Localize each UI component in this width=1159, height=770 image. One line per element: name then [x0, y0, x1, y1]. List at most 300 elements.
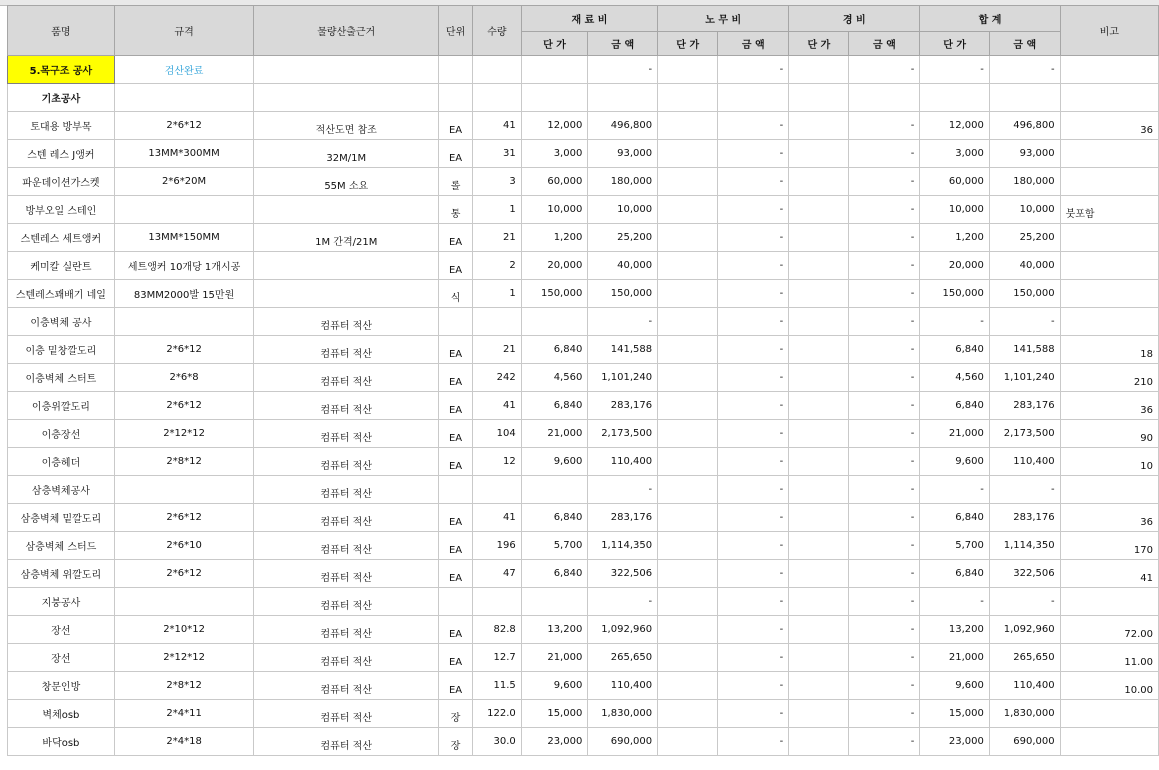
basis-cell[interactable]: 1M 간격/21M: [254, 224, 439, 252]
quantity-cell[interactable]: 196: [473, 532, 522, 560]
spec-cell[interactable]: 2*10*12: [114, 616, 254, 644]
item-name-cell[interactable]: 이층장선: [8, 420, 115, 448]
labor-unit-price-cell[interactable]: [658, 420, 718, 448]
basis-cell[interactable]: 컴퓨터 적산: [254, 700, 439, 728]
quantity-cell[interactable]: 12: [473, 448, 522, 476]
material-unit-price-cell[interactable]: 60,000: [521, 168, 588, 196]
expense-amount-cell[interactable]: -: [849, 532, 920, 560]
total-amount-cell[interactable]: -: [989, 56, 1060, 84]
note-cell[interactable]: [1060, 252, 1158, 280]
basis-cell[interactable]: [254, 196, 439, 224]
quantity-cell[interactable]: [473, 588, 522, 616]
col-header-expense-amount[interactable]: 금 액: [849, 32, 920, 56]
col-header-qty[interactable]: 수량: [473, 6, 522, 56]
labor-unit-price-cell[interactable]: [658, 476, 718, 504]
spec-cell[interactable]: 83MM2000발 15만원: [114, 280, 254, 308]
expense-unit-price-cell[interactable]: [789, 616, 849, 644]
material-amount-cell[interactable]: -: [588, 56, 658, 84]
expense-amount-cell[interactable]: -: [849, 560, 920, 588]
unit-cell[interactable]: 장: [439, 700, 473, 728]
total-unit-price-cell[interactable]: 15,000: [920, 700, 990, 728]
basis-cell[interactable]: 컴퓨터 적산: [254, 420, 439, 448]
unit-cell[interactable]: EA: [439, 392, 473, 420]
col-header-labor[interactable]: 노 무 비: [658, 6, 789, 32]
expense-amount-cell[interactable]: -: [849, 448, 920, 476]
unit-cell[interactable]: 롤: [439, 168, 473, 196]
total-unit-price-cell[interactable]: 60,000: [920, 168, 990, 196]
quantity-cell[interactable]: 31: [473, 140, 522, 168]
material-unit-price-cell[interactable]: [521, 476, 588, 504]
labor-amount-cell[interactable]: -: [718, 504, 789, 532]
labor-amount-cell[interactable]: -: [718, 112, 789, 140]
total-unit-price-cell[interactable]: 150,000: [920, 280, 990, 308]
quantity-cell[interactable]: 3: [473, 168, 522, 196]
total-amount-cell[interactable]: 2,173,500: [989, 420, 1060, 448]
total-unit-price-cell[interactable]: 10,000: [920, 196, 990, 224]
spec-cell[interactable]: 2*6*8: [114, 364, 254, 392]
labor-amount-cell[interactable]: -: [718, 420, 789, 448]
item-name-cell[interactable]: 삼층벽체공사: [8, 476, 115, 504]
unit-cell[interactable]: [439, 84, 473, 112]
basis-cell[interactable]: 컴퓨터 적산: [254, 532, 439, 560]
quantity-cell[interactable]: 21: [473, 336, 522, 364]
basis-cell[interactable]: [254, 84, 439, 112]
basis-cell[interactable]: 컴퓨터 적산: [254, 476, 439, 504]
labor-unit-price-cell[interactable]: [658, 560, 718, 588]
section-status-cell[interactable]: 검산완료: [114, 56, 254, 84]
note-cell[interactable]: [1060, 84, 1158, 112]
labor-unit-price-cell[interactable]: [658, 672, 718, 700]
expense-amount-cell[interactable]: -: [849, 420, 920, 448]
material-unit-price-cell[interactable]: 6,840: [521, 336, 588, 364]
col-header-total[interactable]: 합 계: [920, 6, 1060, 32]
spec-cell[interactable]: 2*4*11: [114, 700, 254, 728]
expense-amount-cell[interactable]: [849, 84, 920, 112]
labor-amount-cell[interactable]: -: [718, 392, 789, 420]
unit-cell[interactable]: EA: [439, 252, 473, 280]
note-cell[interactable]: 10: [1060, 448, 1158, 476]
col-header-basis[interactable]: 물량산출근거: [254, 6, 439, 56]
expense-unit-price-cell[interactable]: [789, 140, 849, 168]
total-amount-cell[interactable]: [989, 84, 1060, 112]
spec-cell[interactable]: 13MM*300MM: [114, 140, 254, 168]
expense-unit-price-cell[interactable]: [789, 252, 849, 280]
total-amount-cell[interactable]: 40,000: [989, 252, 1060, 280]
quantity-cell[interactable]: 41: [473, 112, 522, 140]
quantity-cell[interactable]: 41: [473, 504, 522, 532]
total-unit-price-cell[interactable]: 6,840: [920, 336, 990, 364]
unit-cell[interactable]: 통: [439, 196, 473, 224]
material-amount-cell[interactable]: 265,650: [588, 644, 658, 672]
labor-amount-cell[interactable]: -: [718, 448, 789, 476]
quantity-cell[interactable]: 12.7: [473, 644, 522, 672]
note-cell[interactable]: 18: [1060, 336, 1158, 364]
unit-cell[interactable]: 장: [439, 728, 473, 756]
item-name-cell[interactable]: 이층위깔도리: [8, 392, 115, 420]
basis-cell[interactable]: 적산도면 참조: [254, 112, 439, 140]
labor-amount-cell[interactable]: -: [718, 224, 789, 252]
unit-cell[interactable]: EA: [439, 140, 473, 168]
total-amount-cell[interactable]: 10,000: [989, 196, 1060, 224]
total-amount-cell[interactable]: 93,000: [989, 140, 1060, 168]
total-amount-cell[interactable]: -: [989, 476, 1060, 504]
labor-amount-cell[interactable]: -: [718, 196, 789, 224]
spec-cell[interactable]: 2*6*12: [114, 560, 254, 588]
labor-unit-price-cell[interactable]: [658, 728, 718, 756]
total-amount-cell[interactable]: 180,000: [989, 168, 1060, 196]
quantity-cell[interactable]: 41: [473, 392, 522, 420]
material-amount-cell[interactable]: 150,000: [588, 280, 658, 308]
col-header-labor-amount[interactable]: 금 액: [718, 32, 789, 56]
expense-amount-cell[interactable]: -: [849, 308, 920, 336]
expense-unit-price-cell[interactable]: [789, 84, 849, 112]
expense-amount-cell[interactable]: -: [849, 336, 920, 364]
labor-unit-price-cell[interactable]: [658, 112, 718, 140]
labor-unit-price-cell[interactable]: [658, 196, 718, 224]
expense-amount-cell[interactable]: -: [849, 672, 920, 700]
labor-amount-cell[interactable]: -: [718, 364, 789, 392]
basis-cell[interactable]: 컴퓨터 적산: [254, 364, 439, 392]
material-amount-cell[interactable]: 180,000: [588, 168, 658, 196]
basis-cell[interactable]: [254, 252, 439, 280]
item-name-cell[interactable]: 창문인방: [8, 672, 115, 700]
expense-amount-cell[interactable]: -: [849, 224, 920, 252]
total-unit-price-cell[interactable]: 13,200: [920, 616, 990, 644]
material-amount-cell[interactable]: 1,092,960: [588, 616, 658, 644]
expense-unit-price-cell[interactable]: [789, 196, 849, 224]
basis-cell[interactable]: 컴퓨터 적산: [254, 448, 439, 476]
material-amount-cell[interactable]: 25,200: [588, 224, 658, 252]
quantity-cell[interactable]: [473, 476, 522, 504]
labor-unit-price-cell[interactable]: [658, 84, 718, 112]
total-amount-cell[interactable]: 1,830,000: [989, 700, 1060, 728]
material-unit-price-cell[interactable]: 5,700: [521, 532, 588, 560]
unit-cell[interactable]: EA: [439, 672, 473, 700]
group-title-cell[interactable]: 기초공사: [8, 84, 115, 112]
material-unit-price-cell[interactable]: 21,000: [521, 420, 588, 448]
labor-amount-cell[interactable]: -: [718, 280, 789, 308]
quantity-cell[interactable]: 1: [473, 196, 522, 224]
total-amount-cell[interactable]: 1,114,350: [989, 532, 1060, 560]
labor-unit-price-cell[interactable]: [658, 336, 718, 364]
total-amount-cell[interactable]: 283,176: [989, 392, 1060, 420]
expense-amount-cell[interactable]: -: [849, 616, 920, 644]
material-unit-price-cell[interactable]: [521, 84, 588, 112]
section-title-cell[interactable]: 5.목구조 공사: [8, 56, 115, 84]
expense-unit-price-cell[interactable]: [789, 336, 849, 364]
expense-amount-cell[interactable]: -: [849, 56, 920, 84]
expense-amount-cell[interactable]: -: [849, 280, 920, 308]
labor-unit-price-cell[interactable]: [658, 448, 718, 476]
expense-unit-price-cell[interactable]: [789, 448, 849, 476]
expense-unit-price-cell[interactable]: [789, 56, 849, 84]
labor-unit-price-cell[interactable]: [658, 588, 718, 616]
total-amount-cell[interactable]: 496,800: [989, 112, 1060, 140]
quantity-cell[interactable]: 47: [473, 560, 522, 588]
col-header-expense[interactable]: 경 비: [789, 6, 920, 32]
labor-amount-cell[interactable]: [718, 84, 789, 112]
item-name-cell[interactable]: 케미칼 실란트: [8, 252, 115, 280]
basis-cell[interactable]: 컴퓨터 적산: [254, 672, 439, 700]
expense-amount-cell[interactable]: -: [849, 364, 920, 392]
material-amount-cell[interactable]: 496,800: [588, 112, 658, 140]
item-name-cell[interactable]: 토대용 방부목: [8, 112, 115, 140]
spec-cell[interactable]: 세트앵커 10개당 1개시공: [114, 252, 254, 280]
total-amount-cell[interactable]: 1,101,240: [989, 364, 1060, 392]
col-header-expense-unit-price[interactable]: 단 가: [789, 32, 849, 56]
note-cell[interactable]: [1060, 168, 1158, 196]
expense-unit-price-cell[interactable]: [789, 476, 849, 504]
labor-unit-price-cell[interactable]: [658, 532, 718, 560]
total-unit-price-cell[interactable]: 6,840: [920, 504, 990, 532]
note-cell[interactable]: 36: [1060, 112, 1158, 140]
labor-unit-price-cell[interactable]: [658, 364, 718, 392]
labor-amount-cell[interactable]: -: [718, 336, 789, 364]
total-unit-price-cell[interactable]: 21,000: [920, 644, 990, 672]
spec-cell[interactable]: 2*6*12: [114, 504, 254, 532]
material-amount-cell[interactable]: 1,830,000: [588, 700, 658, 728]
expense-unit-price-cell[interactable]: [789, 728, 849, 756]
material-unit-price-cell[interactable]: 13,200: [521, 616, 588, 644]
labor-amount-cell[interactable]: -: [718, 252, 789, 280]
expense-amount-cell[interactable]: -: [849, 168, 920, 196]
expense-unit-price-cell[interactable]: [789, 420, 849, 448]
labor-amount-cell[interactable]: -: [718, 168, 789, 196]
total-amount-cell[interactable]: 283,176: [989, 504, 1060, 532]
basis-cell[interactable]: 55M 소요: [254, 168, 439, 196]
labor-unit-price-cell[interactable]: [658, 308, 718, 336]
unit-cell[interactable]: EA: [439, 224, 473, 252]
spec-cell[interactable]: 2*12*12: [114, 420, 254, 448]
labor-amount-cell[interactable]: -: [718, 140, 789, 168]
labor-unit-price-cell[interactable]: [658, 644, 718, 672]
total-unit-price-cell[interactable]: 4,560: [920, 364, 990, 392]
material-unit-price-cell[interactable]: 10,000: [521, 196, 588, 224]
spec-cell[interactable]: [114, 84, 254, 112]
note-cell[interactable]: 11.00: [1060, 644, 1158, 672]
col-header-labor-unit-price[interactable]: 단 가: [658, 32, 718, 56]
expense-unit-price-cell[interactable]: [789, 168, 849, 196]
total-amount-cell[interactable]: 25,200: [989, 224, 1060, 252]
quantity-cell[interactable]: [473, 84, 522, 112]
note-cell[interactable]: 10.00: [1060, 672, 1158, 700]
material-amount-cell[interactable]: [588, 84, 658, 112]
labor-unit-price-cell[interactable]: [658, 700, 718, 728]
labor-amount-cell[interactable]: -: [718, 644, 789, 672]
basis-cell[interactable]: 컴퓨터 적산: [254, 560, 439, 588]
quantity-cell[interactable]: 104: [473, 420, 522, 448]
note-cell[interactable]: 170: [1060, 532, 1158, 560]
expense-unit-price-cell[interactable]: [789, 504, 849, 532]
unit-cell[interactable]: 식: [439, 280, 473, 308]
quantity-cell[interactable]: [473, 56, 522, 84]
material-amount-cell[interactable]: 322,506: [588, 560, 658, 588]
expense-unit-price-cell[interactable]: [789, 364, 849, 392]
spec-cell[interactable]: [114, 196, 254, 224]
labor-amount-cell[interactable]: -: [718, 588, 789, 616]
note-cell[interactable]: [1060, 140, 1158, 168]
spec-cell[interactable]: [114, 308, 254, 336]
basis-cell[interactable]: 컴퓨터 적산: [254, 644, 439, 672]
total-amount-cell[interactable]: 690,000: [989, 728, 1060, 756]
labor-amount-cell[interactable]: -: [718, 700, 789, 728]
spec-cell[interactable]: 2*6*12: [114, 336, 254, 364]
labor-unit-price-cell[interactable]: [658, 56, 718, 84]
labor-amount-cell[interactable]: -: [718, 532, 789, 560]
spec-cell[interactable]: 2*6*12: [114, 112, 254, 140]
material-amount-cell[interactable]: 93,000: [588, 140, 658, 168]
spec-cell[interactable]: 2*6*20M: [114, 168, 254, 196]
material-unit-price-cell[interactable]: 6,840: [521, 560, 588, 588]
total-unit-price-cell[interactable]: 12,000: [920, 112, 990, 140]
quantity-cell[interactable]: [473, 308, 522, 336]
unit-cell[interactable]: EA: [439, 560, 473, 588]
total-amount-cell[interactable]: 1,092,960: [989, 616, 1060, 644]
material-amount-cell[interactable]: 283,176: [588, 392, 658, 420]
unit-cell[interactable]: [439, 56, 473, 84]
item-name-cell[interactable]: 벽체osb: [8, 700, 115, 728]
note-cell[interactable]: [1060, 280, 1158, 308]
labor-unit-price-cell[interactable]: [658, 224, 718, 252]
unit-cell[interactable]: EA: [439, 644, 473, 672]
total-amount-cell[interactable]: 141,588: [989, 336, 1060, 364]
total-unit-price-cell[interactable]: 21,000: [920, 420, 990, 448]
material-unit-price-cell[interactable]: 21,000: [521, 644, 588, 672]
note-cell[interactable]: 36: [1060, 504, 1158, 532]
item-name-cell[interactable]: 이층 밑창깔도리: [8, 336, 115, 364]
material-unit-price-cell[interactable]: 6,840: [521, 504, 588, 532]
col-header-material[interactable]: 재 료 비: [521, 6, 657, 32]
material-amount-cell[interactable]: 283,176: [588, 504, 658, 532]
basis-cell[interactable]: 컴퓨터 적산: [254, 504, 439, 532]
quantity-cell[interactable]: 122.0: [473, 700, 522, 728]
basis-cell[interactable]: [254, 56, 439, 84]
spec-cell[interactable]: 2*8*12: [114, 448, 254, 476]
unit-cell[interactable]: [439, 308, 473, 336]
item-name-cell[interactable]: 스텐레스꽤배기 네일: [8, 280, 115, 308]
material-unit-price-cell[interactable]: [521, 308, 588, 336]
col-header-spec[interactable]: 규격: [114, 6, 254, 56]
material-amount-cell[interactable]: 141,588: [588, 336, 658, 364]
note-cell[interactable]: [1060, 728, 1158, 756]
item-name-cell[interactable]: 바닥osb: [8, 728, 115, 756]
unit-cell[interactable]: EA: [439, 112, 473, 140]
note-cell[interactable]: [1060, 308, 1158, 336]
material-unit-price-cell[interactable]: 23,000: [521, 728, 588, 756]
basis-cell[interactable]: [254, 280, 439, 308]
col-header-note[interactable]: 비고: [1060, 6, 1158, 56]
material-unit-price-cell[interactable]: [521, 56, 588, 84]
item-name-cell[interactable]: 장선: [8, 644, 115, 672]
expense-amount-cell[interactable]: -: [849, 252, 920, 280]
material-amount-cell[interactable]: -: [588, 308, 658, 336]
total-amount-cell[interactable]: -: [989, 588, 1060, 616]
note-cell[interactable]: 72.00: [1060, 616, 1158, 644]
item-name-cell[interactable]: 삼층벽체 위깔도리: [8, 560, 115, 588]
item-name-cell[interactable]: 지붕공사: [8, 588, 115, 616]
expense-amount-cell[interactable]: -: [849, 392, 920, 420]
labor-unit-price-cell[interactable]: [658, 252, 718, 280]
quantity-cell[interactable]: 11.5: [473, 672, 522, 700]
spec-cell[interactable]: 2*4*18: [114, 728, 254, 756]
quantity-cell[interactable]: 21: [473, 224, 522, 252]
material-unit-price-cell[interactable]: 1,200: [521, 224, 588, 252]
material-unit-price-cell[interactable]: 9,600: [521, 448, 588, 476]
material-amount-cell[interactable]: 110,400: [588, 448, 658, 476]
material-amount-cell[interactable]: 40,000: [588, 252, 658, 280]
expense-amount-cell[interactable]: -: [849, 476, 920, 504]
labor-unit-price-cell[interactable]: [658, 616, 718, 644]
total-unit-price-cell[interactable]: -: [920, 476, 990, 504]
basis-cell[interactable]: 컴퓨터 적산: [254, 308, 439, 336]
expense-amount-cell[interactable]: -: [849, 112, 920, 140]
note-cell[interactable]: 붓포함: [1060, 196, 1158, 224]
total-amount-cell[interactable]: 150,000: [989, 280, 1060, 308]
material-amount-cell[interactable]: 1,101,240: [588, 364, 658, 392]
labor-amount-cell[interactable]: -: [718, 56, 789, 84]
total-amount-cell[interactable]: -: [989, 308, 1060, 336]
basis-cell[interactable]: 컴퓨터 적산: [254, 588, 439, 616]
spec-cell[interactable]: 2*8*12: [114, 672, 254, 700]
material-amount-cell[interactable]: -: [588, 588, 658, 616]
col-header-unit[interactable]: 단위: [439, 6, 473, 56]
item-name-cell[interactable]: 방부오일 스테인: [8, 196, 115, 224]
total-unit-price-cell[interactable]: 9,600: [920, 672, 990, 700]
spec-cell[interactable]: 2*6*10: [114, 532, 254, 560]
item-name-cell[interactable]: 이층헤더: [8, 448, 115, 476]
total-unit-price-cell[interactable]: 20,000: [920, 252, 990, 280]
quantity-cell[interactable]: 82.8: [473, 616, 522, 644]
unit-cell[interactable]: EA: [439, 336, 473, 364]
total-unit-price-cell[interactable]: 23,000: [920, 728, 990, 756]
spec-cell[interactable]: 2*12*12: [114, 644, 254, 672]
expense-amount-cell[interactable]: -: [849, 644, 920, 672]
note-cell[interactable]: [1060, 56, 1158, 84]
col-header-total-amount[interactable]: 금 액: [989, 32, 1060, 56]
item-name-cell[interactable]: 삼층벽체 스터드: [8, 532, 115, 560]
col-header-material-amount[interactable]: 금 액: [588, 32, 658, 56]
total-unit-price-cell[interactable]: 3,000: [920, 140, 990, 168]
material-unit-price-cell[interactable]: 4,560: [521, 364, 588, 392]
quantity-cell[interactable]: 2: [473, 252, 522, 280]
expense-unit-price-cell[interactable]: [789, 280, 849, 308]
note-cell[interactable]: [1060, 476, 1158, 504]
note-cell[interactable]: 210: [1060, 364, 1158, 392]
material-amount-cell[interactable]: 690,000: [588, 728, 658, 756]
note-cell[interactable]: [1060, 700, 1158, 728]
material-unit-price-cell[interactable]: 3,000: [521, 140, 588, 168]
note-cell[interactable]: 41: [1060, 560, 1158, 588]
expense-amount-cell[interactable]: -: [849, 504, 920, 532]
spec-cell[interactable]: 13MM*150MM: [114, 224, 254, 252]
material-amount-cell[interactable]: -: [588, 476, 658, 504]
labor-amount-cell[interactable]: -: [718, 560, 789, 588]
basis-cell[interactable]: 컴퓨터 적산: [254, 336, 439, 364]
expense-unit-price-cell[interactable]: [789, 392, 849, 420]
material-amount-cell[interactable]: 2,173,500: [588, 420, 658, 448]
note-cell[interactable]: 90: [1060, 420, 1158, 448]
basis-cell[interactable]: 컴퓨터 적산: [254, 392, 439, 420]
item-name-cell[interactable]: 삼층벽체 밑깔도리: [8, 504, 115, 532]
unit-cell[interactable]: EA: [439, 532, 473, 560]
labor-amount-cell[interactable]: -: [718, 476, 789, 504]
unit-cell[interactable]: EA: [439, 616, 473, 644]
material-amount-cell[interactable]: 110,400: [588, 672, 658, 700]
item-name-cell[interactable]: 장선: [8, 616, 115, 644]
spec-cell[interactable]: 2*6*12: [114, 392, 254, 420]
quantity-cell[interactable]: 1: [473, 280, 522, 308]
unit-cell[interactable]: [439, 588, 473, 616]
